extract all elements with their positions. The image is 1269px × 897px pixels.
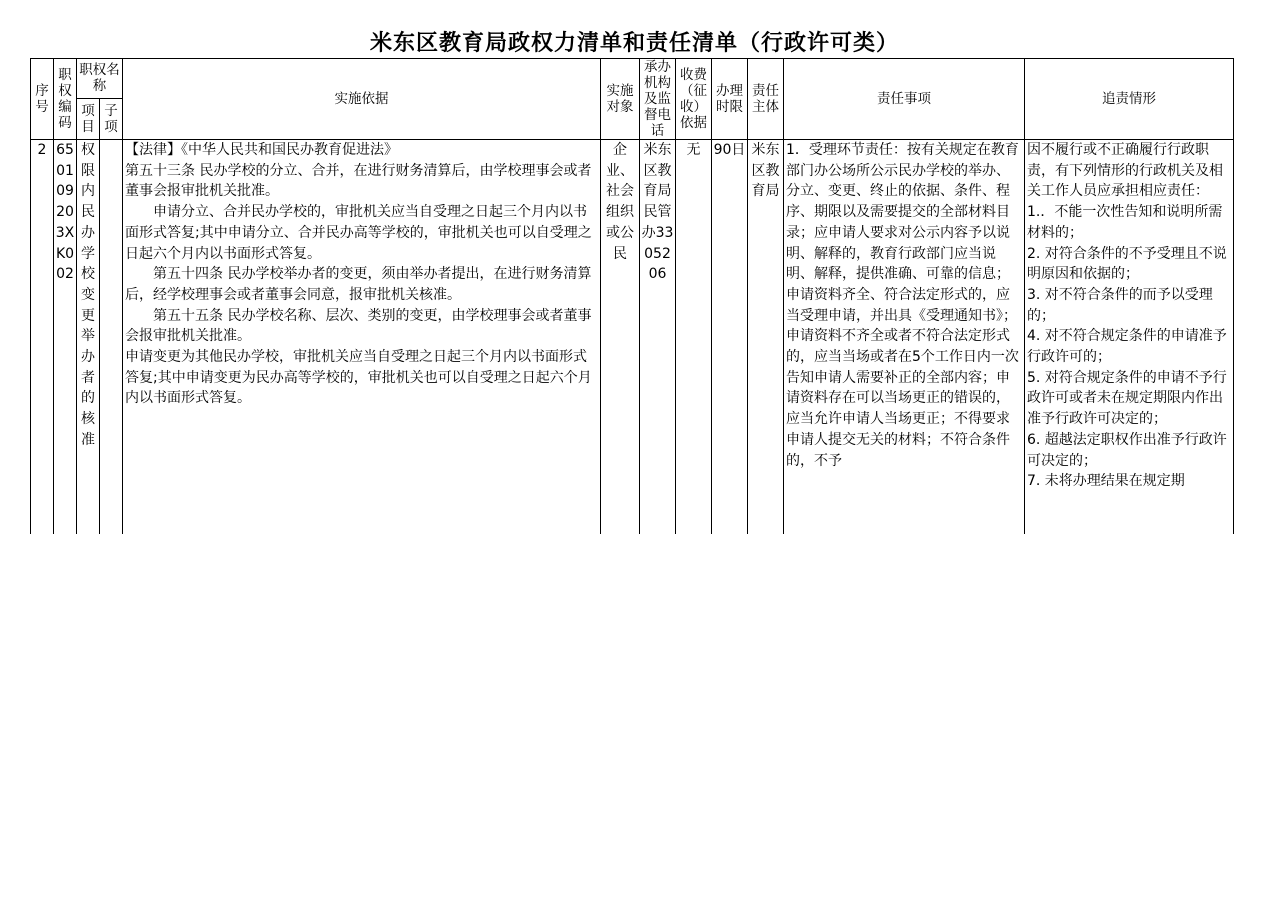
cell-limit: 90日: [712, 140, 748, 534]
power-list-table: [30, 58, 1234, 534]
cell-item: 权限内民办学校变更举办者的核准: [77, 140, 100, 534]
header-basis: 实施依据: [123, 59, 601, 140]
cell-basis: 【法律】《中华人民共和国民办教育促进法》 第五十三条 民办学校的分立、合并，在进行财务清算后，由学校理事会或者董事会报审批机关批准。 申请分立、合并民办学校的，审批机关应当自受理之日起三个月内以书面形式答复;其中申请分立、合并民办高等学校的，审批机关也可以自受理之日起六个月内以书面形式答复。 第五十四条 民办学校举办者的变更，须由举办者提出，在进行财务清算后，经学校理事会或者董事会同意，报审批机关核准。 第五十五条 民办学校名称、层次、类别的变更，由学校理事会或者董事会报审批机关批准。 申请变更为其他民办学校，审批机关应当自受理之日起三个月内以书面形式答复;其中申请变更为民办高等学校的，审批机关也可以自受理之日起六个月内以书面形式答复。: [123, 140, 601, 534]
header-duties: 责任事项: [784, 59, 1025, 140]
header-item: 项目: [77, 98, 100, 139]
header-agency: 承办机构及监督电话: [640, 59, 676, 140]
cell-accountability: 因不履行或不正确履行行政职责，有下列情形的行政机关及相关工作人员应承担相应责任： 1.．不能一次性告知和说明所需材料的； 2. 对符合条件的不予受理且不说明原因和依据的； 3. 对不符合条件的而予以受理的； 4. 对不符合规定条件的申请准予行政许可的； 5. 对符合规定条件的申请不予行政许可或者未在规定期限内作出准予行政许可决定的； 6. 超越法定职权作出准予行政许可决定的； 7. 未将办理结果在规定期: [1025, 140, 1234, 534]
cell-duties: 1．受理环节责任：按有关规定在教育部门办公场所公示民办学校的举办、分立、变更、终止的依据、条件、程序、期限以及需要提交的全部材料目录；应申请人要求对公示内容予以说明、解释的，教育行政部门应当说明、解释，提供准确、可靠的信息；申请资料齐全、符合法定形式的，应当受理申请，并出具《受理通知书》；申请资料不齐全或者不符合法定形式的，应当当场或者在5个工作日内一次告知申请人需要补正的全部内容；申请资料存在可以当场更正的错误的，应当允许申请人当场更正；不得要求申请人提交无关的材料；不符合条件的，不予: [784, 140, 1025, 534]
header-fee: 收费（征收）依据: [676, 59, 712, 140]
header-name: 职权名称: [77, 59, 123, 99]
cell-seq: 2: [31, 140, 54, 534]
header-subitem: 子项: [100, 98, 123, 139]
page-title: 米东区教育局政权力清单和责任清单（行政许可类）: [369, 30, 899, 56]
header-limit: 办理时限: [712, 59, 748, 140]
cell-target: 企业、社会组织或公民: [601, 140, 640, 534]
header-code: 职权编码: [54, 59, 77, 140]
cell-subject: 米东区教育局: [748, 140, 784, 534]
cell-code: 650109203XK002: [54, 140, 77, 534]
header-seq: 序号: [31, 59, 54, 140]
header-subject: 责任主体: [748, 59, 784, 140]
cell-fee: 无: [676, 140, 712, 534]
header-target: 实施对象: [601, 59, 640, 140]
header-accountability: 追责情形: [1025, 59, 1234, 140]
cell-agency: 米东区教育局民管办3305206: [640, 140, 676, 534]
cell-subitem: [100, 140, 123, 534]
